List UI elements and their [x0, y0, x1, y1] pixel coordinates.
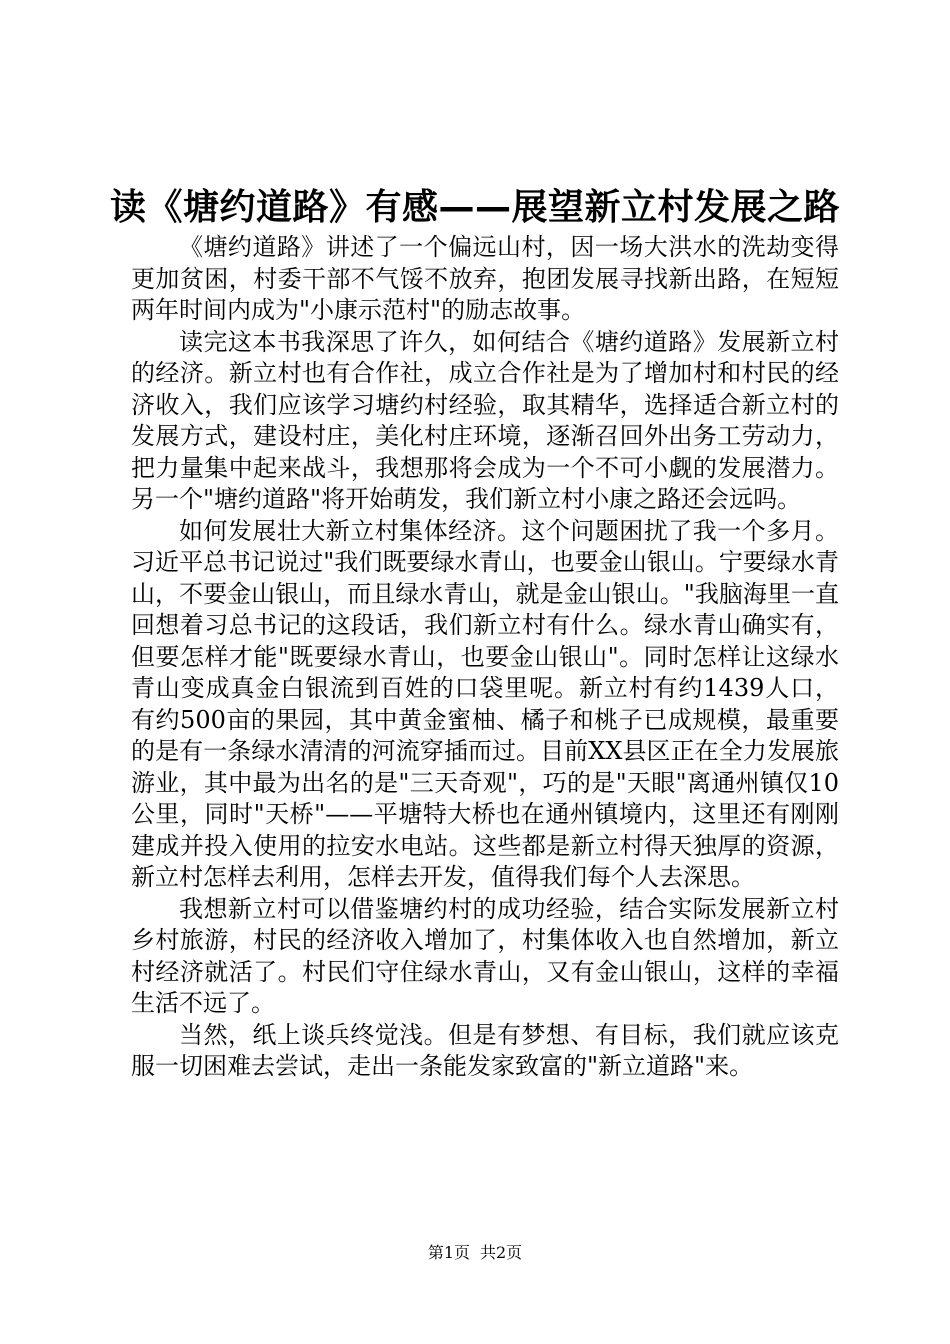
paragraph: 《塘约道路》讲述了一个偏远山村，因一场大洪水的洗劫变得更加贫困，村委干部不气馁不放弃，抱团发展寻找新出路，在短短两年时间内成为"小康示范村"的励志故事。 — [131, 233, 839, 324]
page-total: 共2页 — [480, 1243, 523, 1262]
paragraph: 如何发展壮大新立村集体经济。这个问题困扰了我一个多月。习近平总书记说过"我们既要绿水青山，也要金山银山。宁要绿水青山，不要金山银山，而且绿水青山，就是金山银山。"我脑海里一直回想着习总书记的这段话，我们新立村有什么。绿水青山确实有，但要怎样才能"既要绿水青山，也要金山银山"。同时怎样让这绿水青山变成真金白银流到百姓的口袋里呢。新立村有约1439人口，有约500亩的果园，其中黄金蜜柚、橘子和桃子已成规模，最重要的是有一条绿水清清的河流穿插而过。目前XX县区正在全力发展旅游业，其中最为出名的是"三天奇观"，巧的是"天眼"离通州镇仅10公里，同时"天桥"——平塘特大桥也在通州镇境内，这里还有刚刚建成并投入使用的拉安水电站。这些都是新立村得天独厚的资源，新立村怎样去利用，怎样去开发，值得我们每个人去深思。 — [131, 516, 839, 891]
paragraph: 读完这本书我深思了许久，如何结合《塘约道路》发展新立村的经济。新立村也有合作社，成立合作社是为了增加村和村民的经济收入，我们应该学习塘约村经验，取其精华，选择适合新立村的发展方式，建设村庄，美化村庄环境，逐渐召回外出务工劳动力，把力量集中起来战斗，我想那将会成为一个不可小觑的发展潜力。另一个"塘约道路"将开始萌发，我们新立村小康之路还会远吗。 — [131, 327, 839, 513]
paragraph: 当然，纸上谈兵终觉浅。但是有梦想、有目标，我们就应该克服一切困难去尝试，走出一条能发家致富的"新立道路"来。 — [131, 1020, 839, 1080]
page-number: 第1页 — [427, 1243, 470, 1262]
paragraph: 我想新立村可以借鉴塘约村的成功经验，结合实际发展新立村乡村旅游，村民的经济收入增加了，村集体收入也自然增加，新立村经济就活了。村民们守住绿水青山，又有金山银山，这样的幸福生活不远了。 — [131, 894, 839, 1017]
document-title: 读《塘约道路》有感——展望新立村发展之路 — [109, 187, 840, 228]
document-body — [131, 232, 839, 1083]
page-footer — [0, 1243, 950, 1263]
